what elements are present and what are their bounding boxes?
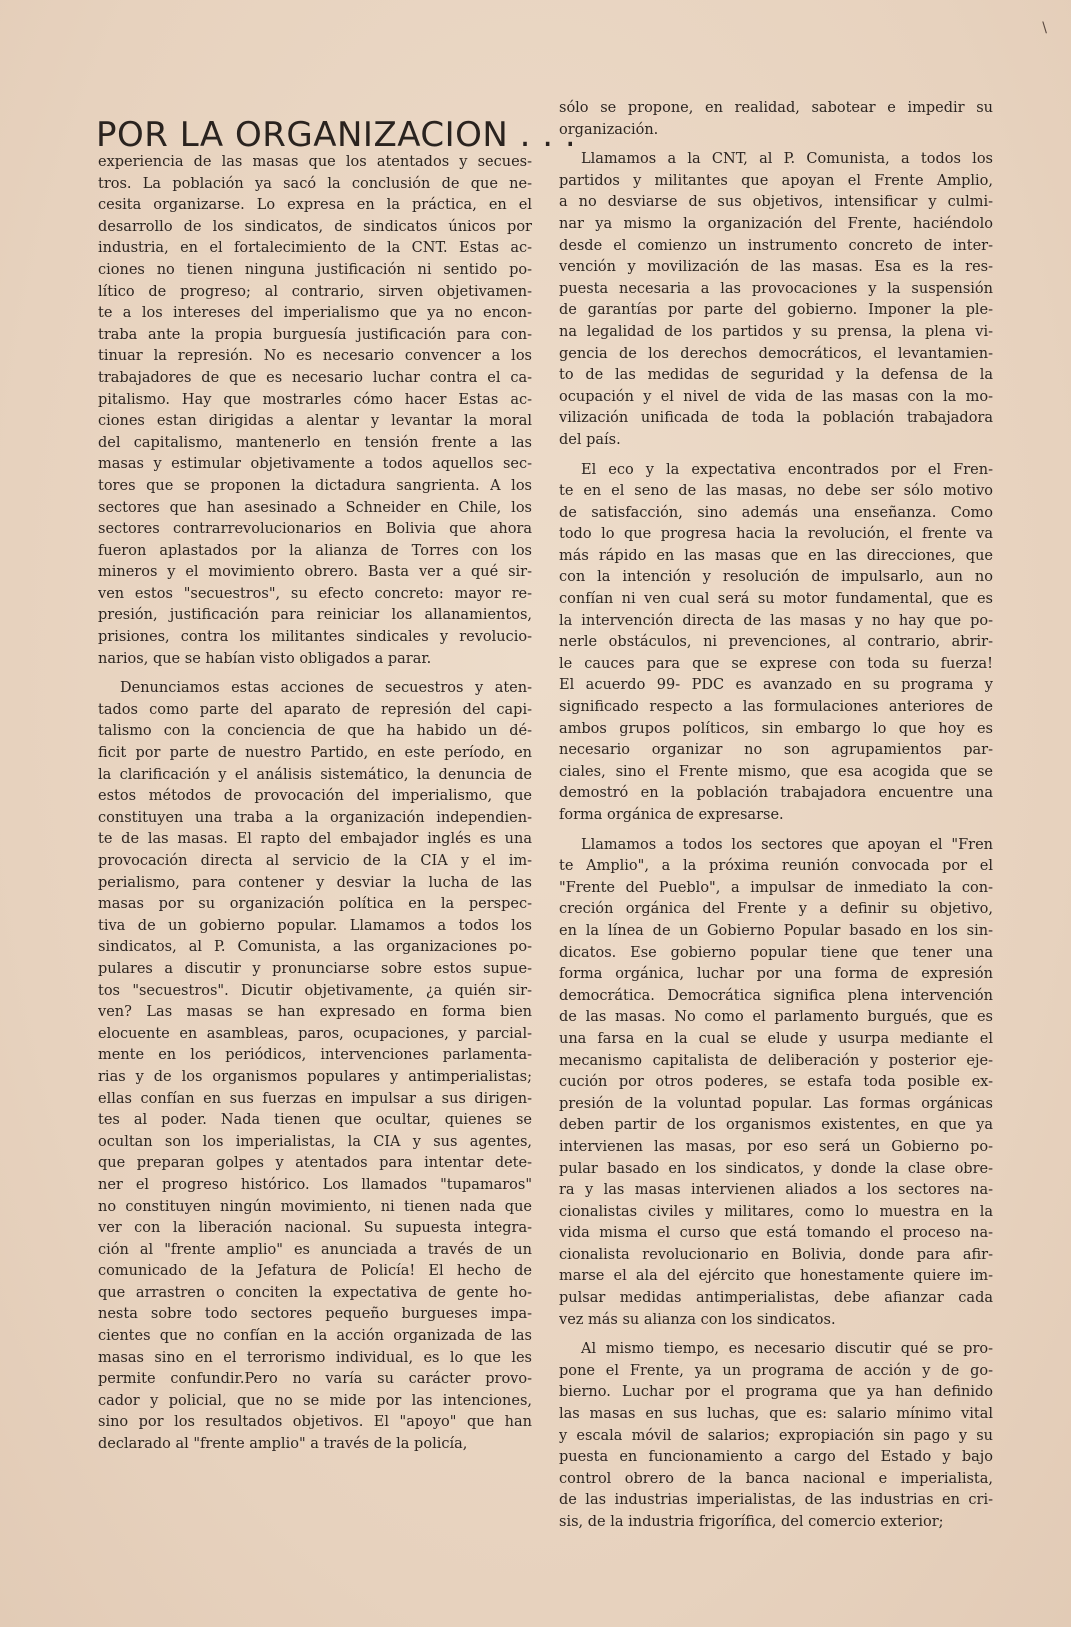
text-line: te en el seno de las masas, no debe ser sólo motivo bbox=[559, 483, 993, 500]
text-line: vención y movilización de las masas. Esa es la res- bbox=[559, 259, 993, 276]
text-line: talismo con la conciencia de que ha habido un dé- bbox=[98, 723, 532, 740]
text-line: sólo se propone, en realidad, sabotear e impedir su bbox=[559, 100, 993, 116]
text-line: masas y estimular objetivamente a todos aquellos sec- bbox=[98, 456, 532, 473]
paragraph bbox=[559, 1339, 993, 1533]
text-line: que arrastren o conciten la expectativa de gente ho- bbox=[98, 1284, 532, 1301]
text-line: narios, que se habían visto obligados a parar. bbox=[98, 650, 432, 667]
text-line: mente en los periódicos, intervenciones parlamenta- bbox=[98, 1047, 532, 1064]
text-line: presión de la voluntad popular. Las formas orgánicas bbox=[559, 1095, 993, 1112]
text-line: Denunciamos estas acciones de secuestros y aten- bbox=[120, 680, 532, 697]
text-line: tros. La población ya sacó la conclusión de que ne- bbox=[98, 175, 532, 192]
text-line: en la línea de un Gobierno Popular basado en los sin- bbox=[559, 922, 993, 939]
text-line: la intervención directa de las masas y no hay que po- bbox=[559, 612, 993, 629]
text-line: te a los intereses del imperialismo que ya no encon- bbox=[98, 305, 532, 322]
text-line: El acuerdo 99- PDC es avanzado en su programa y bbox=[559, 677, 993, 694]
text-line: significado respecto a las formulaciones anteriores de bbox=[559, 699, 993, 716]
text-line: estos métodos de provocación del imperialismo, que bbox=[98, 788, 532, 805]
text-line: ción al "frente amplio" es anunciada a través de un bbox=[98, 1241, 532, 1258]
article-title: POR LA ORGANIZACION . . . bbox=[96, 114, 577, 155]
text-line: pone el Frente, ya un programa de acción y de go- bbox=[559, 1362, 993, 1379]
text-line: mineros y el movimiento obrero. Basta ver a qué sir- bbox=[98, 564, 532, 581]
text-line: la clarificación y el análisis sistemático, la denuncia de bbox=[98, 766, 532, 783]
text-line: ven estos "secuestros", su efecto concreto: mayor re- bbox=[98, 585, 532, 602]
text-line: permite confundir.Pero no varía su carácter provo- bbox=[98, 1371, 532, 1388]
text-line: pulares a discutir y pronunciarse sobre estos supue- bbox=[98, 960, 532, 977]
text-line: Llamamos a la CNT, al P. Comunista, a todos los bbox=[581, 151, 993, 168]
text-line: vez más su alianza con los sindicatos. bbox=[559, 1311, 836, 1328]
text-line: perialismo, para contener y desviar la lucha de las bbox=[98, 874, 532, 891]
text-line: pular basado en los sindicatos, y donde la clase obre- bbox=[559, 1160, 993, 1177]
text-line: lítico de progreso; al contrario, sirven objetivamen- bbox=[98, 283, 532, 300]
paragraph bbox=[559, 835, 993, 1332]
text-line: control obrero de la banca nacional e imperialista, bbox=[559, 1470, 993, 1487]
text-line: Al mismo tiempo, es necesario discutir qué se pro- bbox=[581, 1341, 993, 1358]
text-line: necesario organizar no son agrupamientos par- bbox=[559, 742, 993, 759]
text-line: experiencia de las masas que los atentados y secues- bbox=[98, 154, 532, 170]
text-line: todo lo que progresa hacia la revolución, el frente va bbox=[559, 526, 993, 543]
text-line: ficit por parte de nuestro Partido, en este período, en bbox=[98, 745, 532, 762]
text-line: elocuente en asambleas, paros, ocupaciones, y parcial- bbox=[98, 1025, 532, 1042]
text-line: constituyen una traba a la organización independien- bbox=[98, 809, 532, 826]
text-line: ciones estan dirigidas a alentar y levantar la moral bbox=[98, 413, 532, 430]
text-line: dicatos. Ese gobierno popular tiene que tener una bbox=[559, 944, 993, 961]
text-line: las masas en sus luchas, que es: salario mínimo vital bbox=[559, 1406, 993, 1423]
text-line: y escala móvil de salarios; expropiación sin pago y su bbox=[559, 1427, 993, 1444]
text-line: ambos grupos políticos, sin embargo lo que hoy es bbox=[559, 720, 993, 737]
text-line: ocultan son los imperialistas, la CIA y sus agentes, bbox=[98, 1133, 532, 1150]
text-line: cionalista revolucionario en Bolivia, donde para afir- bbox=[559, 1246, 993, 1263]
text-line: Llamamos a todos los sectores que apoyan el "Fren bbox=[581, 836, 993, 853]
text-line: forma orgánica de expresarse. bbox=[559, 807, 784, 823]
text-line: nesta sobre todo sectores pequeño burgueses impa- bbox=[98, 1306, 532, 1323]
text-line: masas sino en el terrorismo individual, es lo que les bbox=[98, 1349, 532, 1366]
text-line: pulsar medidas antimperialistas, debe afianzar cada bbox=[559, 1290, 993, 1307]
text-line: comunicado de la Jefatura de Policía! El hecho de bbox=[98, 1263, 532, 1280]
text-line: ra y las masas intervienen aliados a los sectores na- bbox=[559, 1182, 993, 1199]
paragraph bbox=[98, 152, 532, 670]
text-line: tos "secuestros". Dicutir objetivamente, ¿a quién sir- bbox=[98, 982, 532, 999]
text-line: deben partir de los organismos existentes, en que ya bbox=[559, 1117, 993, 1134]
text-line: nerle obstáculos, ni prevenciones, al contrario, abrir- bbox=[559, 634, 993, 651]
paragraph bbox=[559, 149, 993, 451]
text-line: bierno. Luchar por el programa que ya han definido bbox=[559, 1384, 993, 1401]
text-line: confían ni ven cual será su motor fundamental, que es bbox=[559, 591, 993, 608]
text-line: a no desviarse de sus objetivos, intensificar y culmi- bbox=[559, 194, 993, 211]
text-line: intervienen las masas, por eso será un Gobierno po- bbox=[559, 1138, 993, 1155]
text-line: de las industrias imperialistas, de las industrias en cri- bbox=[559, 1492, 993, 1509]
text-line: no constituyen ningún movimiento, ni tienen nada que bbox=[98, 1198, 532, 1215]
text-line: vilización unificada de toda la población trabajadora bbox=[559, 410, 993, 427]
text-line: cionalistas civiles y militares, como lo muestra en la bbox=[559, 1203, 993, 1220]
text-line: sectores que han asesinado a Schneider en Chile, los bbox=[98, 499, 532, 516]
text-line: del país. bbox=[559, 431, 621, 448]
text-line: te Amplio", a la próxima reunión convocada por el bbox=[559, 858, 993, 875]
text-line: sis, de la industria frigorífica, del comercio exterior; bbox=[559, 1514, 944, 1530]
text-line: "Frente del Pueblo", a impulsar de inmediato la con- bbox=[559, 879, 993, 896]
text-line: tinuar la represión. No es necesario convencer a los bbox=[98, 348, 532, 365]
text-line: puesta en funcionamiento a cargo del Estado y bajo bbox=[559, 1449, 993, 1466]
text-line: ver con la liberación nacional. Su supuesta integra- bbox=[98, 1220, 532, 1237]
text-line: creción orgánica del Frente y a definir su objetivo, bbox=[559, 901, 993, 918]
text-line: tes al poder. Nada tienen que ocultar, quienes se bbox=[98, 1112, 532, 1129]
text-line: sino por los resultados objetivos. El "apoyo" que han bbox=[98, 1414, 532, 1431]
text-line: El eco y la expectativa encontrados por el Fren- bbox=[581, 461, 993, 478]
text-line: cución por otros poderes, se estafa toda posible ex- bbox=[559, 1074, 993, 1091]
text-line: de satisfacción, sino además una enseñanza. Como bbox=[559, 504, 993, 521]
right-column bbox=[559, 98, 993, 1542]
text-line: gencia de los derechos democráticos, el levantamien- bbox=[559, 345, 993, 362]
text-line: organización. bbox=[559, 121, 659, 138]
text-line: marse el ala del ejército que honestamente quiere im- bbox=[559, 1268, 993, 1285]
text-line: fueron aplastados por la alianza de Torres con los bbox=[98, 542, 532, 559]
text-line: de garantías por parte del gobierno. Imponer la ple- bbox=[559, 302, 993, 319]
text-line: na legalidad de los partidos y su prensa, la plena vi- bbox=[559, 323, 993, 340]
text-line: sindicatos, al P. Comunista, a las organizaciones po- bbox=[98, 939, 532, 956]
text-line: ocupación y el nivel de vida de las masas con la mo- bbox=[559, 388, 993, 405]
text-line: puesta necesaria a las provocaciones y la suspensión bbox=[559, 280, 993, 297]
text-line: sectores contrarrevolucionarios en Bolivia que ahora bbox=[98, 521, 532, 538]
text-line: provocación directa al servicio de la CIA y el im- bbox=[98, 853, 532, 869]
paragraph bbox=[559, 460, 993, 827]
text-line: cientes que no confían en la acción organizada de las bbox=[98, 1328, 532, 1345]
text-line: le cauces para que se exprese con toda su fuerza! bbox=[559, 655, 993, 672]
text-line: industria, en el fortalecimiento de la CNT. Estas ac- bbox=[98, 240, 532, 257]
text-line: prisiones, contra los militantes sindicales y revolucio- bbox=[98, 629, 532, 646]
corner-mark: \ bbox=[1042, 20, 1047, 36]
text-line: nar ya mismo la organización del Frente, haciéndolo bbox=[559, 215, 993, 232]
text-line: mecanismo capitalista de deliberación y posterior eje- bbox=[559, 1052, 993, 1069]
text-line: presión, justificación para reiniciar los allanamientos, bbox=[98, 607, 532, 624]
text-line: cador y policial, que no se mide por las intenciones, bbox=[98, 1392, 532, 1409]
text-line: cesita organizarse. Lo expresa en la práctica, en el bbox=[98, 197, 532, 214]
text-line: ven? Las masas se han expresado en forma bien bbox=[98, 1004, 532, 1021]
text-line: trabajadores de que es necesario luchar contra el ca- bbox=[98, 369, 532, 386]
text-line: ner el progreso histórico. Los llamados "tupamaros" bbox=[98, 1176, 532, 1193]
paragraph bbox=[98, 678, 532, 1455]
text-line: con la intención y resolución de impulsarlo, aun no bbox=[559, 569, 993, 586]
text-line: declarado al "frente amplio" a través de la policía, bbox=[98, 1436, 468, 1453]
left-column bbox=[98, 152, 532, 1464]
text-line: demostró en la población trabajadora encuentre una bbox=[559, 785, 993, 802]
text-line: masas por su organización política en la perspec- bbox=[98, 896, 532, 913]
text-line: te de las masas. El rapto del embajador inglés es una bbox=[98, 831, 532, 848]
text-line: tados como parte del aparato de represión del capi- bbox=[98, 701, 532, 718]
text-line: del capitalismo, mantenerlo en tensión frente a las bbox=[98, 434, 532, 451]
text-line: rias y de los organismos populares y antimperialistas; bbox=[98, 1068, 532, 1085]
text-line: to de las medidas de seguridad y la defensa de la bbox=[559, 367, 993, 384]
text-line: traba ante la propia burguesía justificación para con- bbox=[98, 326, 532, 343]
text-line: desde el comienzo un instrumento concreto de inter- bbox=[559, 237, 993, 254]
text-line: más rápido en las masas que en las direcciones, que bbox=[559, 547, 993, 564]
text-line: ciales, sino el Frente mismo, que esa acogida que se bbox=[559, 763, 993, 780]
text-line: de las masas. No como el parlamento burgués, que es bbox=[559, 1009, 993, 1026]
text-line: ciones no tienen ninguna justificación ni sentido po- bbox=[98, 261, 532, 278]
paragraph bbox=[559, 98, 993, 141]
text-line: tores que se proponen la dictadura sangrienta. A los bbox=[98, 477, 532, 494]
text-line: que preparan golpes y atentados para intentar dete- bbox=[98, 1155, 532, 1172]
text-line: democrática. Democrática significa plena intervención bbox=[559, 987, 993, 1004]
text-line: desarrollo de los sindicatos, de sindicatos únicos por bbox=[98, 218, 532, 235]
text-line: ellas confían en sus fuerzas en impulsar a sus dirigen- bbox=[98, 1090, 532, 1107]
text-line: forma orgánica, luchar por una forma de expresión bbox=[559, 966, 993, 983]
text-line: vida misma el curso que está tomando el proceso na- bbox=[559, 1225, 993, 1242]
text-line: tiva de un gobierno popular. Llamamos a todos los bbox=[98, 917, 532, 934]
text-line: pitalismo. Hay que mostrarles cómo hacer Estas ac- bbox=[98, 391, 532, 408]
text-line: una farsa en la cual se elude y usurpa mediante el bbox=[559, 1030, 993, 1047]
text-line: partidos y militantes que apoyan el Frente Amplio, bbox=[559, 172, 993, 189]
